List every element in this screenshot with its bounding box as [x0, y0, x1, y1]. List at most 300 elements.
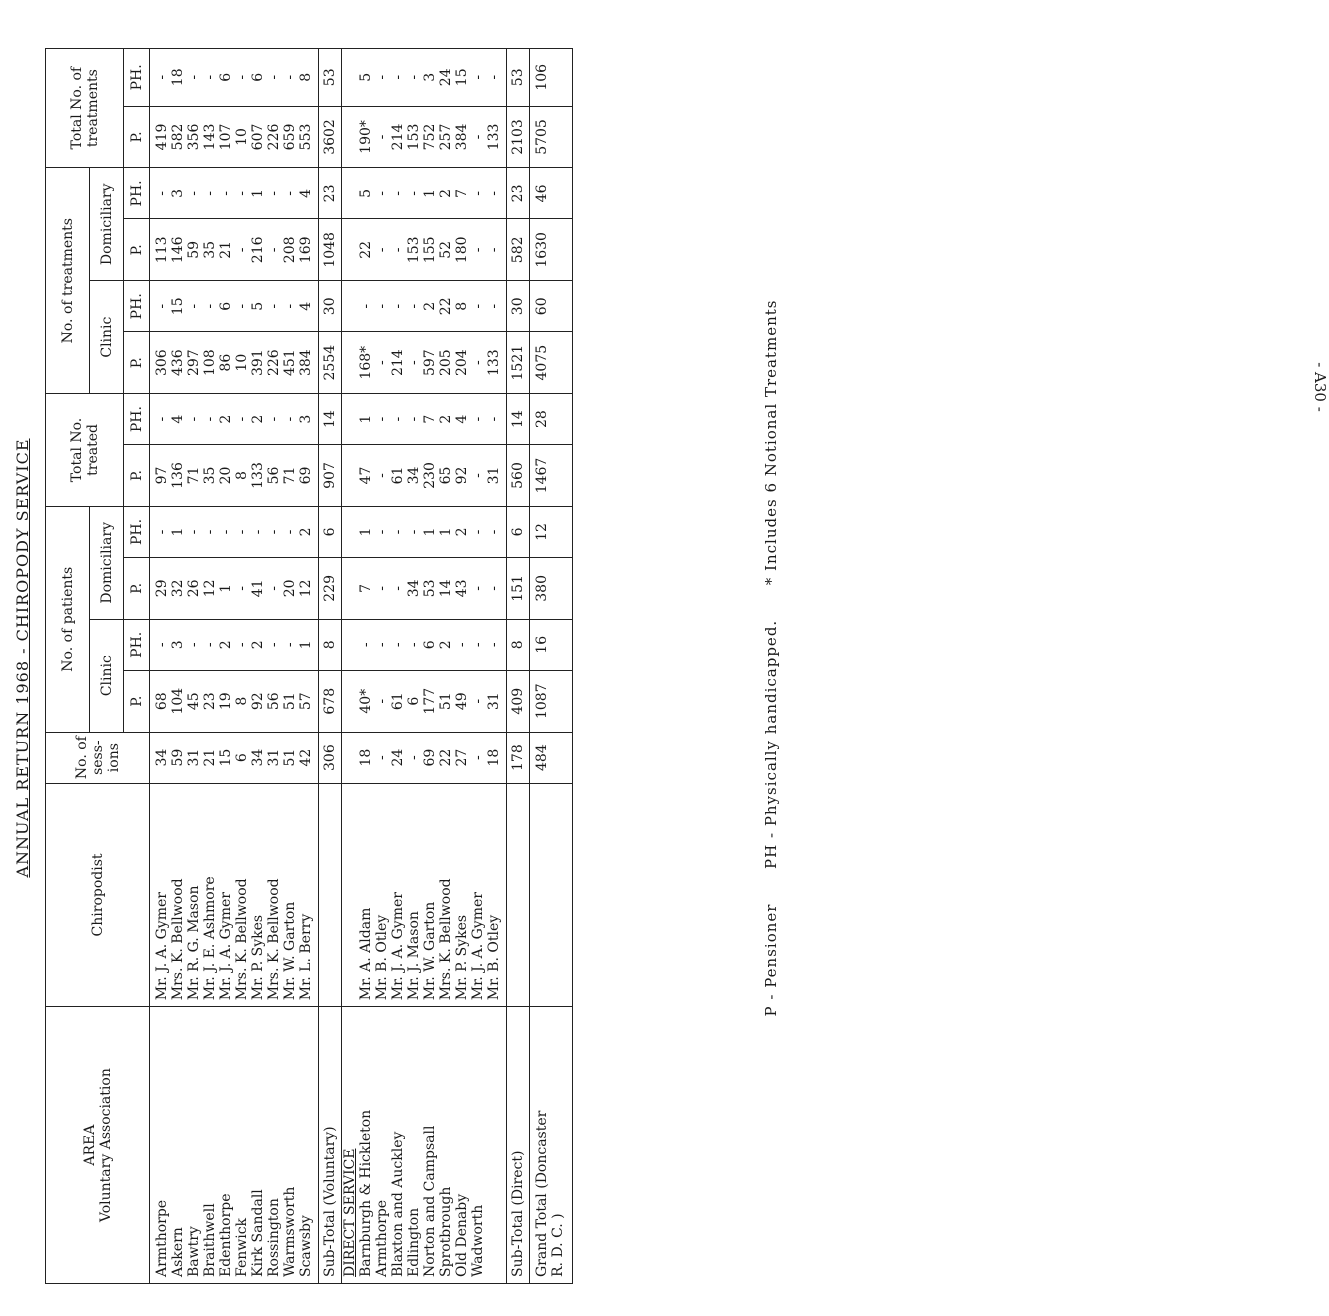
table-cell: - [406, 529, 422, 535]
table-cell: - [234, 416, 250, 422]
table-cell: 257 [438, 123, 454, 151]
table-cell: 69 [422, 748, 438, 767]
table-cell: - [266, 247, 282, 253]
col-header-p: P. [124, 445, 150, 507]
page-number: - A30 - [1311, 362, 1329, 412]
area-name [486, 1007, 502, 1277]
total-cell: 46 [530, 168, 573, 219]
table-cell: 5 [358, 188, 374, 198]
table-cell: - [266, 586, 282, 591]
table-cell: - [470, 247, 486, 253]
table-cell: - [266, 642, 282, 648]
table-cell: - [470, 529, 486, 535]
table-cell: 104 [170, 687, 186, 715]
table-cell: - [470, 303, 486, 309]
table-cell: - [154, 191, 170, 196]
table-cell: - [390, 191, 406, 196]
table-cell: 34 [250, 748, 266, 767]
area-name: Old Denaby [454, 1193, 470, 1277]
sessions-header: No. of sess-ions [46, 732, 150, 783]
total-label: Sub-Total (Direct) [507, 1007, 530, 1284]
table-cell: - [390, 642, 406, 648]
table-cell: - [374, 416, 390, 422]
table-cell: 51 [282, 692, 298, 711]
table-cell: 7 [358, 583, 374, 593]
table-cell: 230 [422, 462, 438, 489]
direct-trdph-column [358, 168, 502, 219]
total-cell: 1467 [530, 445, 573, 507]
total-cell: 8 [319, 619, 342, 670]
table-cell: - [154, 303, 170, 309]
table-cell: - [374, 586, 390, 591]
table-cell: - [282, 642, 298, 648]
table-cell: 659 [282, 123, 298, 151]
chiropodist-name: Mr. R. G. Mason [186, 885, 202, 1001]
table-cell: 71 [282, 466, 298, 485]
table-cell: 5 [358, 72, 374, 82]
direct-tp-column [358, 445, 502, 507]
total-cell: 582 [507, 219, 530, 281]
table-cell: - [374, 529, 390, 535]
table-cell: - [234, 586, 250, 591]
table-cell: 24 [390, 748, 406, 767]
table-cell: 180 [454, 236, 470, 264]
chiropodist-name: Mr. P. Sykes [250, 914, 266, 1001]
table-cell: 6 [406, 696, 422, 706]
chiropodist-name: Mrs. K. Bellwood [234, 878, 250, 1001]
total-cell: 53 [507, 49, 530, 107]
total-cell: 2103 [507, 106, 530, 168]
chiropodist-name: Mr. J. E. Ashmore [202, 876, 218, 1001]
grand-total-row [530, 49, 573, 1284]
table-cell: - [470, 191, 486, 196]
table-cell: - [154, 642, 170, 648]
chiropodist-name: Mrs. K. Bellwood [170, 878, 186, 1001]
chiropodist-name: Mr. B. Otley [486, 914, 502, 1001]
table-cell: 226 [266, 123, 282, 151]
legend-note: P - Pensioner PH - Physically handicapped. * Includes 6 Notional Treatments [762, 299, 780, 1017]
area-name: Armthorpe [374, 1199, 390, 1277]
col-header-ph: PH. [124, 49, 150, 107]
blank-cell [507, 783, 530, 1007]
table-cell: - [186, 191, 202, 196]
table-cell: - [266, 191, 282, 196]
table-cell: - [186, 303, 202, 309]
table-cell: - [374, 473, 390, 478]
table-cell: - [486, 586, 502, 591]
table-cell: 2 [218, 414, 234, 424]
table-cell: - [202, 529, 218, 535]
area-name: Edenthorpe [218, 1193, 234, 1277]
col-header-ph: PH. [124, 506, 150, 557]
area-name: Bawtry [186, 1226, 202, 1277]
table-cell: - [406, 191, 422, 196]
direct-cph-column [358, 619, 502, 670]
table-cell: 22 [358, 240, 374, 259]
total-cell: 229 [319, 558, 342, 620]
table-cell: - [202, 303, 218, 309]
table-cell: - [374, 191, 390, 196]
table-cell: 216 [250, 236, 266, 264]
total-cell: 30 [507, 281, 530, 332]
area-name: Scawsby [298, 1215, 314, 1277]
table-cell: - [234, 191, 250, 196]
area-name: Warmsworth [282, 1186, 298, 1277]
table-cell: 31 [186, 748, 202, 767]
voluntary-ttph-column [154, 49, 314, 107]
table-cell: 108 [202, 349, 218, 377]
table-cell: - [486, 247, 502, 253]
table-cell: 306 [154, 349, 170, 377]
total-cell: 12 [530, 506, 573, 557]
table-cell: 7 [422, 414, 438, 424]
table-cell: - [470, 74, 486, 80]
table-cell: 20 [282, 579, 298, 598]
patients-header: No. of patients [46, 506, 90, 732]
subtotal-row [507, 49, 530, 1284]
table-cell: 41 [250, 579, 266, 598]
table-cell: 7 [454, 188, 470, 198]
table-cell: 3 [170, 188, 186, 198]
direct-block [358, 49, 502, 1284]
table-cell: 31 [486, 692, 502, 711]
table-cell: 35 [202, 240, 218, 259]
table-cell: 1 [170, 527, 186, 537]
table-cell: - [374, 642, 390, 648]
table-cell: - [406, 74, 422, 80]
table-cell: 10 [234, 128, 250, 146]
col-header-ph: PH. [124, 394, 150, 445]
table-cell: 8 [298, 72, 314, 82]
table-cell: - [202, 642, 218, 648]
table-cell: 205 [438, 349, 454, 377]
table-cell: - [234, 529, 250, 535]
table-cell: 8 [454, 301, 470, 311]
table-cell: - [266, 529, 282, 535]
table-cell: 12 [298, 579, 314, 598]
table-cell: 4 [170, 414, 186, 424]
table-cell: 2 [438, 188, 454, 198]
table-cell: - [218, 191, 234, 196]
total-cell: 6 [507, 506, 530, 557]
table-cell: - [154, 74, 170, 80]
table-cell: 43 [454, 579, 470, 598]
chiropodist-header: Chiropodist [46, 783, 150, 1007]
table-cell: 752 [422, 123, 438, 151]
total-cell: 8 [507, 619, 530, 670]
table-cell: 18 [486, 748, 502, 767]
table-cell: 1 [218, 583, 234, 593]
table-cell: 24 [438, 68, 454, 87]
direct-area-column [358, 1007, 502, 1284]
table-cell: - [470, 360, 486, 366]
col-header-p: P. [124, 558, 150, 620]
area-name: Blaxton and Auckley [390, 1131, 406, 1277]
total-cell: 28 [530, 394, 573, 445]
table-cell: - [486, 191, 502, 196]
total-cell: 6 [319, 506, 342, 557]
total-treated-header: Total No. treated [46, 394, 124, 507]
area-name: Kirk Sandall [250, 1189, 266, 1277]
table-cell: - [470, 134, 486, 140]
table-cell: 146 [170, 236, 186, 264]
table-cell: - [390, 586, 406, 591]
table-cell: 15 [454, 68, 470, 87]
table-cell: 51 [438, 692, 454, 711]
table-cell: 136 [170, 462, 186, 489]
area-name: Fenwick [234, 1217, 250, 1277]
table-cell: - [390, 529, 406, 535]
table-cell: 21 [202, 748, 218, 767]
table-cell: 71 [186, 466, 202, 485]
table-cell: - [266, 416, 282, 422]
table-cell: - [470, 416, 486, 422]
blank-cell [530, 783, 573, 1007]
table-cell: 597 [422, 349, 438, 377]
table-cell: 153 [406, 123, 422, 151]
table-cell: 384 [298, 349, 314, 377]
table-cell: - [470, 755, 486, 760]
table-cell: 155 [422, 236, 438, 264]
chiropodist-name: Mr. J. Mason [406, 911, 422, 1001]
table-body [150, 49, 573, 1284]
table-cell: 22 [438, 297, 454, 316]
total-cell: 5705 [530, 106, 573, 168]
table-cell: - [390, 247, 406, 253]
total-cell: 30 [319, 281, 342, 332]
table-cell: 2 [298, 527, 314, 537]
table-cell: 51 [282, 748, 298, 767]
table-cell: 86 [218, 353, 234, 372]
table-cell: 42 [298, 748, 314, 767]
table-cell: 553 [298, 123, 314, 151]
table-cell: 12 [202, 579, 218, 598]
table-cell: 8 [234, 471, 250, 480]
table-cell: - [202, 416, 218, 422]
table-cell: - [234, 247, 250, 253]
table-cell: - [454, 642, 470, 648]
col-header-ph: PH. [124, 281, 150, 332]
table-cell: - [374, 74, 390, 80]
chiropodist-name: Mr. J. A. Gymer [218, 892, 234, 1001]
chiropodist-name: Mrs. K. Bellwood [266, 878, 282, 1001]
total-cell: 3602 [319, 106, 342, 168]
total-treatments-header: Total No. of treatments [46, 49, 124, 168]
table-cell: 2 [438, 640, 454, 650]
total-cell: 907 [319, 445, 342, 507]
chiropodist-name: Mr. W. Garton [282, 901, 298, 1001]
voluntary-trdph-column [154, 168, 314, 219]
table-cell: 34 [406, 466, 422, 485]
table-cell: 3 [298, 414, 314, 424]
direct-tph-column [358, 394, 502, 445]
total-cell: 1087 [530, 670, 573, 732]
table-cell: 436 [170, 349, 186, 377]
table-cell: 6 [234, 753, 250, 763]
area-name: Wadworth [470, 1204, 486, 1277]
table-cell: 204 [454, 349, 470, 377]
table-cell: 14 [438, 579, 454, 598]
chiropodist-name: Mr. W. Garton [422, 901, 438, 1001]
table-cell: 133 [486, 349, 502, 377]
table-cell: 92 [250, 692, 266, 711]
table-cell: - [282, 74, 298, 80]
table-cell: - [374, 698, 390, 704]
voluntary-sessions-column [154, 732, 314, 783]
table-cell: - [486, 416, 502, 422]
blank-cell [319, 783, 342, 1007]
table-cell: 47 [358, 466, 374, 485]
total-cell: 306 [319, 732, 342, 783]
table-cell: 27 [454, 748, 470, 767]
direct-trcp-column [358, 332, 502, 394]
table-cell: 23 [202, 692, 218, 711]
total-cell: 1630 [530, 219, 573, 281]
table-cell: - [406, 360, 422, 366]
table-cell: - [202, 74, 218, 80]
table-cell: 1 [422, 527, 438, 537]
table-cell: 297 [186, 349, 202, 377]
total-cell: 60 [530, 281, 573, 332]
voluntary-dp-column [154, 558, 314, 620]
table-cell: 2 [250, 414, 266, 424]
total-cell: 1048 [319, 219, 342, 281]
voluntary-trcp-column [154, 332, 314, 394]
total-cell: 16 [530, 619, 573, 670]
table-cell: - [266, 303, 282, 309]
table-cell: - [358, 303, 374, 309]
table-cell: 208 [282, 236, 298, 264]
table-cell: 61 [390, 466, 406, 485]
table-cell: 451 [282, 349, 298, 377]
table-cell: 26 [186, 579, 202, 598]
table-cell: 18 [358, 748, 374, 767]
voluntary-ttp-column [154, 106, 314, 168]
table-cell: 1 [422, 188, 438, 198]
table-cell: 45 [186, 692, 202, 711]
table-cell: 10 [234, 353, 250, 372]
treatments-clinic-header: Clinic [90, 281, 124, 394]
table-cell: 4 [298, 188, 314, 198]
col-header-p: P. [124, 670, 150, 732]
total-cell: 2554 [319, 332, 342, 394]
table-cell: 56 [266, 466, 282, 485]
col-header-p: P. [124, 106, 150, 168]
table-cell: - [470, 586, 486, 591]
area-header: AREA Voluntary Association [46, 1007, 150, 1284]
table-cell: - [390, 416, 406, 422]
table-cell: 61 [390, 692, 406, 711]
voluntary-tp-column [154, 445, 314, 507]
table-cell: 35 [202, 466, 218, 485]
table-cell: 1 [250, 188, 266, 198]
area-name: Barnburgh & Hickleton [358, 1109, 374, 1277]
table-cell: 34 [406, 579, 422, 598]
direct-ttp-column [358, 106, 502, 168]
chiropodist-name: Mr. J. A. Gymer [154, 892, 170, 1001]
table-cell: 32 [170, 579, 186, 598]
area-name: Rossington [266, 1198, 282, 1277]
table-cell: 168* [358, 345, 374, 380]
voluntary-trdp-column [154, 219, 314, 281]
page-title: ANNUAL RETURN 1968 - CHIROPODY SERVICE [13, 438, 32, 878]
total-cell: 23 [507, 168, 530, 219]
table-cell: - [374, 247, 390, 253]
table-cell: 29 [154, 579, 170, 598]
table-cell: 6 [422, 640, 438, 650]
direct-dp-column [358, 558, 502, 620]
table-cell: - [486, 642, 502, 648]
direct-dph-column [358, 506, 502, 557]
table-cell: 22 [438, 748, 454, 767]
table-cell: 52 [438, 240, 454, 259]
table-cell: 2 [454, 527, 470, 537]
table-cell: 2 [438, 414, 454, 424]
table-cell: 6 [218, 72, 234, 82]
table-cell: 31 [486, 466, 502, 485]
table-cell: 4 [298, 301, 314, 311]
direct-chiropodist-column [358, 783, 502, 1007]
table-cell: 20 [218, 466, 234, 485]
table-cell: 1 [438, 527, 454, 537]
table-cell: - [470, 698, 486, 704]
treatments-header: No. of treatments [46, 168, 90, 394]
table-cell: - [390, 303, 406, 309]
table-cell: 214 [390, 123, 406, 151]
table-cell: - [218, 529, 234, 535]
col-header-ph: PH. [124, 168, 150, 219]
chiropodist-name: Mr. P. Sykes [454, 914, 470, 1001]
table-cell: 15 [218, 748, 234, 767]
table-cell: - [470, 473, 486, 478]
table-cell: 65 [438, 466, 454, 485]
table-cell: 57 [298, 692, 314, 711]
table-cell: 69 [298, 466, 314, 485]
table-cell: 56 [266, 692, 282, 711]
table-cell: - [234, 303, 250, 309]
table-cell: - [154, 529, 170, 535]
table-cell: - [186, 416, 202, 422]
chiropodist-name: Mr. J. A. Gymer [470, 892, 486, 1001]
area-name: Braithwell [202, 1203, 218, 1277]
table-cell: - [406, 416, 422, 422]
total-cell: 106 [530, 49, 573, 107]
direct-service-heading: DIRECT SERVICE [342, 1007, 359, 1284]
table-cell: 384 [454, 123, 470, 151]
table-cell: 391 [250, 349, 266, 377]
chiropodist-name: Mr. A. Aldam [358, 907, 374, 1001]
table-cell: 190* [358, 120, 374, 154]
table-cell: 153 [406, 236, 422, 264]
table-cell: - [486, 303, 502, 309]
table-cell: - [202, 191, 218, 196]
table-cell: 3 [170, 640, 186, 650]
total-cell: 678 [319, 670, 342, 732]
table-cell: 34 [154, 748, 170, 767]
table-cell: 1 [358, 414, 374, 424]
table-cell: 8 [234, 696, 250, 706]
table-cell: - [374, 303, 390, 309]
table-cell: - [282, 416, 298, 422]
col-header-p: P. [124, 219, 150, 281]
area-name: Armthorpe [154, 1199, 170, 1277]
total-cell: 23 [319, 168, 342, 219]
total-cell: 1521 [507, 332, 530, 394]
table-cell: 6 [218, 301, 234, 311]
table-cell: - [374, 755, 390, 760]
direct-ttph-column [358, 49, 502, 107]
total-cell: 4075 [530, 332, 573, 394]
